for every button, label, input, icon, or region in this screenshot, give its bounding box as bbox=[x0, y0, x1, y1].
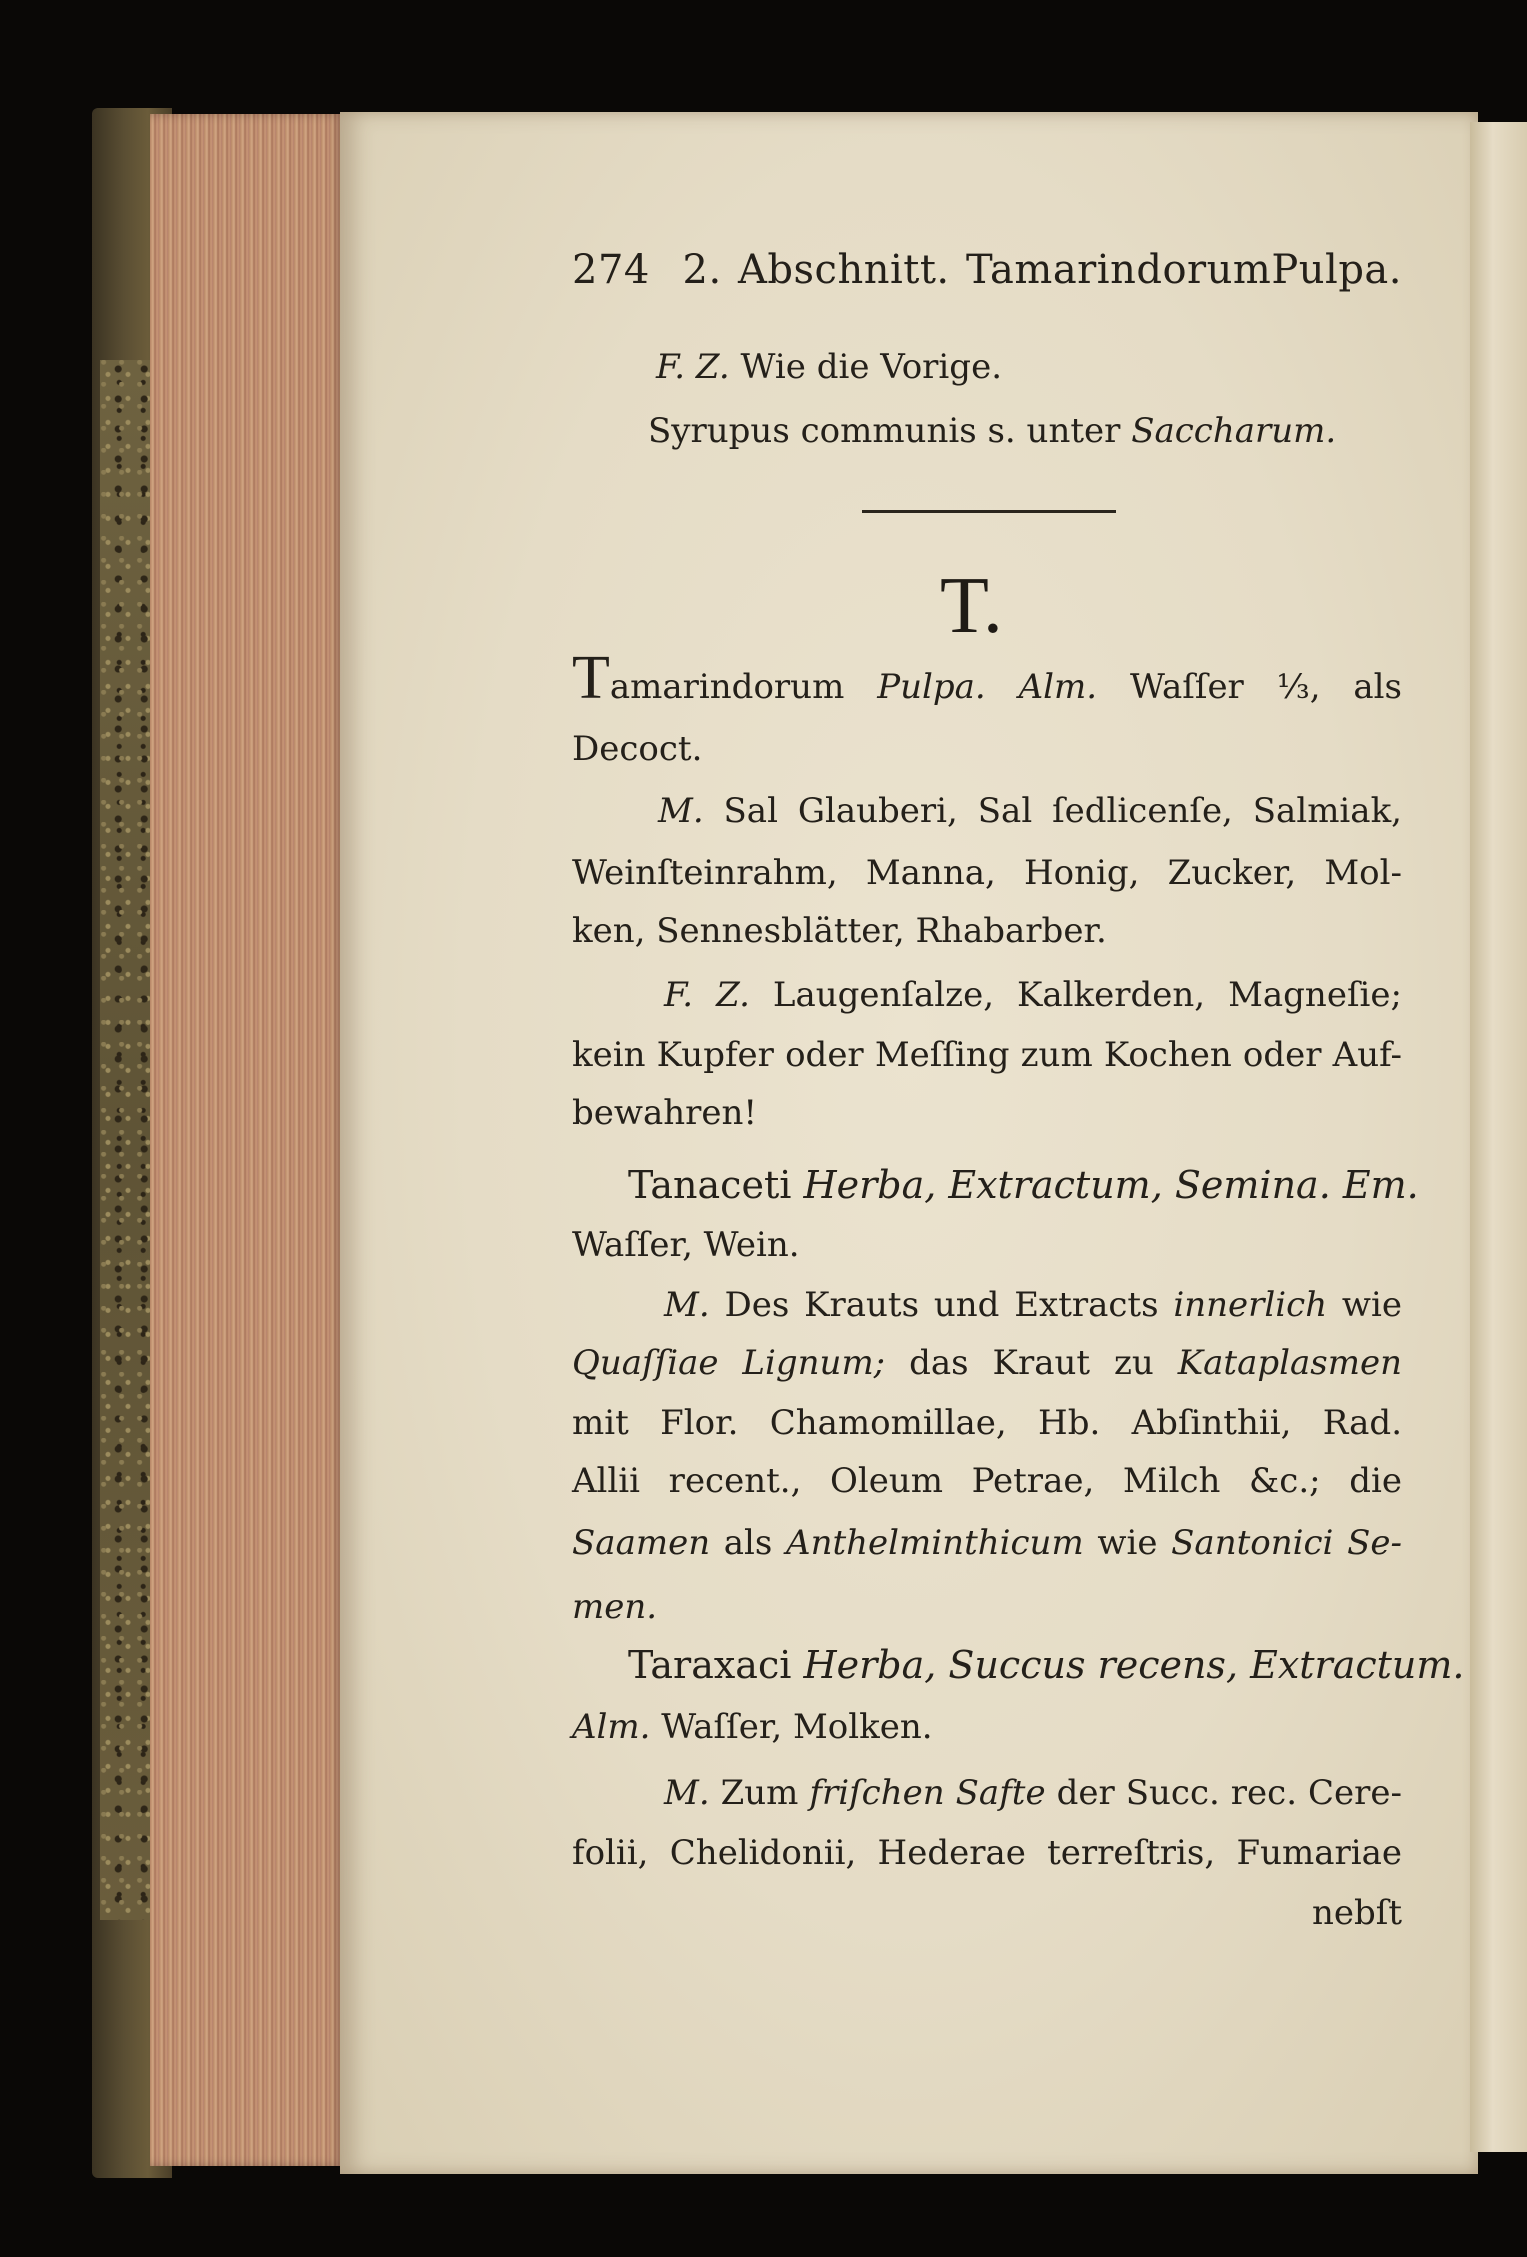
drop-cap: T bbox=[572, 644, 610, 712]
entry-tamarindorum: Tamarindorum Pulpa. Alm. Waſſer ⅓, als bbox=[572, 644, 1402, 712]
text-line: folii, Chelidonii, Hederae terreſtris, Fumariae bbox=[572, 1833, 1402, 1873]
text-line: M. Zum friſchen Safte der Succ. rec. Cere- bbox=[664, 1773, 1402, 1813]
text-line: M. Sal Glauberi, Sal ſedlicenſe, Salmiak, bbox=[658, 791, 1402, 831]
section-rule bbox=[862, 510, 1116, 513]
text-line: mit Flor. Chamomillae, Hb. Abſinthii, Rad. bbox=[572, 1403, 1402, 1443]
text-line: M. Des Krauts und Extracts innerlich wie bbox=[664, 1285, 1403, 1325]
text-line: Waſſer, Wein. bbox=[572, 1225, 800, 1265]
section-letter: T. bbox=[940, 562, 1003, 650]
entry-tanaceti: Tanaceti Herba, Extractum, Semina. Em. bbox=[628, 1163, 1419, 1207]
text-line: F. Z. Laugenſalze, Kalkerden, Magneſie; bbox=[664, 975, 1402, 1015]
text-line: Saamen als Anthelminthicum wie Santonici Se- bbox=[572, 1523, 1402, 1563]
running-title: 2. Abschnitt. TamarindorumPulpa. bbox=[682, 247, 1402, 293]
catchword: nebſt bbox=[1312, 1893, 1403, 1933]
entry-taraxaci: Taraxaci Herba, Succus recens, Extractum. bbox=[628, 1643, 1465, 1687]
text-line: F. Z. Wie die Vorige. bbox=[656, 347, 1002, 387]
text-line: Quaſſiae Lignum; das Kraut zu Kataplasmen bbox=[572, 1343, 1402, 1383]
text-line: men. bbox=[572, 1587, 658, 1627]
text-line: Alm. Waſſer, Molken. bbox=[572, 1707, 933, 1747]
text-line: kein Kupfer oder Meſſing zum Kochen oder Auf- bbox=[572, 1035, 1402, 1075]
text-line: Allii recent., Oleum Petrae, Milch &c.; die bbox=[572, 1461, 1402, 1501]
running-head bbox=[572, 247, 1402, 293]
text-line: Syrupus communis s. unter Saccharum. bbox=[648, 411, 1337, 451]
text-line: bewahren! bbox=[572, 1093, 758, 1133]
page-number: 274 bbox=[572, 247, 650, 293]
text-line: Decoct. bbox=[572, 729, 703, 769]
facing-page-edge bbox=[1470, 122, 1527, 2152]
text-line: ken, Sennesblätter, Rhabarber. bbox=[572, 911, 1107, 951]
text-line: Weinſteinrahm, Manna, Honig, Zucker, Mol- bbox=[572, 853, 1402, 893]
page-edges bbox=[150, 114, 346, 2166]
